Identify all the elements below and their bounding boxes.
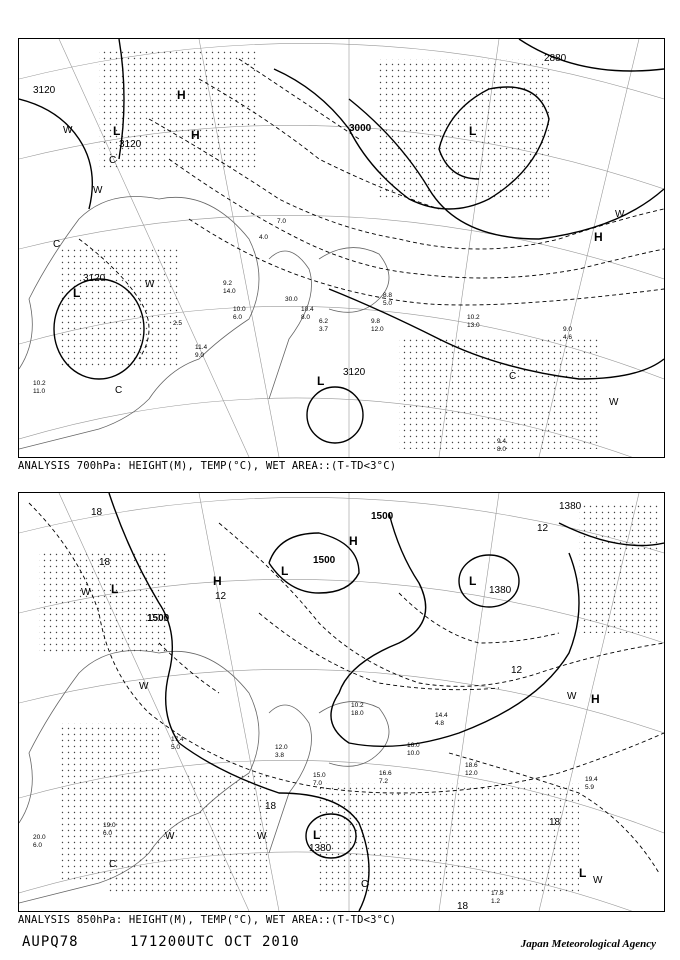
station-dewpoint: 5.0 xyxy=(171,744,181,751)
station-temp: 9.0 xyxy=(563,326,573,333)
warm-mark: W xyxy=(615,209,625,220)
warm-mark: W xyxy=(93,185,103,196)
map-700hpa xyxy=(19,39,664,457)
contour-label: 1380 xyxy=(559,501,582,512)
chart-caption-700hpa: ANALYSIS 700hPa: HEIGHT(M), TEMP(°C), WET AREA::(T-TD<3°C) xyxy=(18,460,397,472)
warm-mark: W xyxy=(81,587,91,598)
contour-label: 1500 xyxy=(371,511,394,522)
station-temp: 10.0 xyxy=(233,306,246,313)
station-temp: 12.0 xyxy=(275,744,288,751)
high-center-marker: H xyxy=(594,230,603,244)
station-dewpoint: 12.0 xyxy=(465,770,478,777)
station-temp: 30.0 xyxy=(285,296,298,303)
contour-label: 3120 xyxy=(343,367,366,378)
cold-mark: C xyxy=(361,879,369,890)
station-temp: 16.6 xyxy=(379,770,392,777)
station-temp: 11.4 xyxy=(195,344,208,351)
station-temp: 10.2 xyxy=(33,380,46,387)
station-temp: 17.4 xyxy=(171,736,184,743)
station-dewpoint: 10.0 xyxy=(407,750,420,757)
station-temp: 9.4 xyxy=(497,438,507,445)
station-dewpoint: 1.2 xyxy=(491,898,501,905)
warm-mark: W xyxy=(63,125,73,136)
station-temp: 9.8 xyxy=(371,318,381,325)
isotherm-label: 18 xyxy=(457,901,469,911)
cold-mark: C xyxy=(53,239,61,250)
contour-label: 2880 xyxy=(544,53,567,64)
station-temp: 2.5 xyxy=(173,320,183,327)
cold-mark: C xyxy=(509,371,517,382)
low-center-marker: L xyxy=(73,286,81,300)
station-temp: 10.4 xyxy=(301,306,314,313)
station-dewpoint: 7.0 xyxy=(313,780,323,787)
contour-label: 3000 xyxy=(349,123,372,134)
station-dewpoint: 8.0 xyxy=(301,314,311,321)
station-temp: 10.2 xyxy=(467,314,480,321)
high-center-marker: H xyxy=(177,88,186,102)
station-dewpoint: 3.7 xyxy=(319,326,329,333)
station-dewpoint: 6.0 xyxy=(33,842,43,849)
station-temp: 4.0 xyxy=(259,234,269,241)
contour-label: 1500 xyxy=(313,555,336,566)
station-dewpoint: 14.0 xyxy=(223,288,236,295)
map-850hpa xyxy=(19,493,664,911)
isotherm-label: 12 xyxy=(537,523,549,534)
cold-mark: C xyxy=(109,859,117,870)
station-temp: 8.8 xyxy=(383,292,393,299)
low-center-marker: L xyxy=(111,582,119,596)
high-center-marker: H xyxy=(591,692,600,706)
isotherm-label: 18 xyxy=(265,801,277,812)
station-temp: 10.2 xyxy=(351,702,364,709)
isotherm-label: 18 xyxy=(91,507,103,518)
contour-label: 1500 xyxy=(147,613,170,624)
low-center-marker: L xyxy=(579,866,587,880)
chart-700hpa xyxy=(18,38,665,458)
station-dewpoint: 6.0 xyxy=(233,314,243,321)
cold-mark: C xyxy=(115,385,123,396)
station-temp: 17.8 xyxy=(491,890,504,897)
cold-mark: C xyxy=(109,155,117,166)
high-center-marker: H xyxy=(191,128,200,142)
station-dewpoint: 8.0 xyxy=(497,446,507,453)
low-center-marker: L xyxy=(113,124,121,138)
isotherm-label: 12 xyxy=(511,665,523,676)
wet-area-stipple xyxy=(59,49,599,449)
warm-mark: W xyxy=(257,831,267,842)
station-dewpoint: 12.0 xyxy=(371,326,384,333)
isotherm-label: 18 xyxy=(549,817,561,828)
station-dewpoint: 18.0 xyxy=(351,710,364,717)
station-dewpoint: 9.0 xyxy=(195,352,205,359)
station-temp: 9.2 xyxy=(223,280,233,287)
station-temp: 15.0 xyxy=(313,772,326,779)
station-dewpoint: 3.8 xyxy=(275,752,285,759)
low-center-marker: L xyxy=(469,574,477,588)
station-temp: 16.0 xyxy=(407,742,420,749)
warm-mark: W xyxy=(567,691,577,702)
warm-mark: W xyxy=(165,831,175,842)
station-temp: 7.0 xyxy=(277,218,287,225)
station-temp: 19.0 xyxy=(103,822,116,829)
contour-label: 1380 xyxy=(489,585,512,596)
station-dewpoint: 7.2 xyxy=(379,778,389,785)
low-center-marker: L xyxy=(281,564,289,578)
warm-mark: W xyxy=(145,279,155,290)
station-dewpoint: 5.0 xyxy=(383,300,393,307)
warm-mark: W xyxy=(139,681,149,692)
contour-label: 3120 xyxy=(119,139,142,150)
chart-850hpa xyxy=(18,492,665,912)
high-center-marker: H xyxy=(349,534,358,548)
station-temp: 14.4 xyxy=(435,712,448,719)
station-dewpoint: 13.0 xyxy=(467,322,480,329)
station-dewpoint: 4.6 xyxy=(563,334,573,341)
station-temp: 20.0 xyxy=(33,834,46,841)
station-dewpoint: 6.0 xyxy=(103,830,113,837)
station-dewpoint: 4.8 xyxy=(435,720,445,727)
low-center-marker: L xyxy=(469,124,477,138)
station-temp: 19.4 xyxy=(585,776,598,783)
warm-mark: W xyxy=(593,875,603,886)
isotherm-label: 12 xyxy=(215,591,227,602)
contour-label: 1380 xyxy=(309,843,332,854)
analysis-time: 171200UTC OCT 2010 xyxy=(130,934,300,950)
high-center-marker: H xyxy=(213,574,222,588)
low-center-marker: L xyxy=(313,828,321,842)
station-dewpoint: 11.0 xyxy=(33,388,46,395)
low-center-marker: L xyxy=(317,374,325,388)
agency-name: Japan Meteorological Agency xyxy=(520,938,656,950)
station-temp: 18.6 xyxy=(465,762,478,769)
isotherm-label: 18 xyxy=(99,557,111,568)
contour-label: 3120 xyxy=(33,85,56,96)
contour-label: 3120 xyxy=(83,273,106,284)
station-temp: 6.2 xyxy=(319,318,329,325)
chart-caption-850hpa: ANALYSIS 850hPa: HEIGHT(M), TEMP(°C), WET AREA::(T-TD<3°C) xyxy=(18,914,397,926)
chart-code: AUPQ78 xyxy=(22,934,79,950)
station-dewpoint: 5.9 xyxy=(585,784,595,791)
warm-mark: W xyxy=(609,397,619,408)
